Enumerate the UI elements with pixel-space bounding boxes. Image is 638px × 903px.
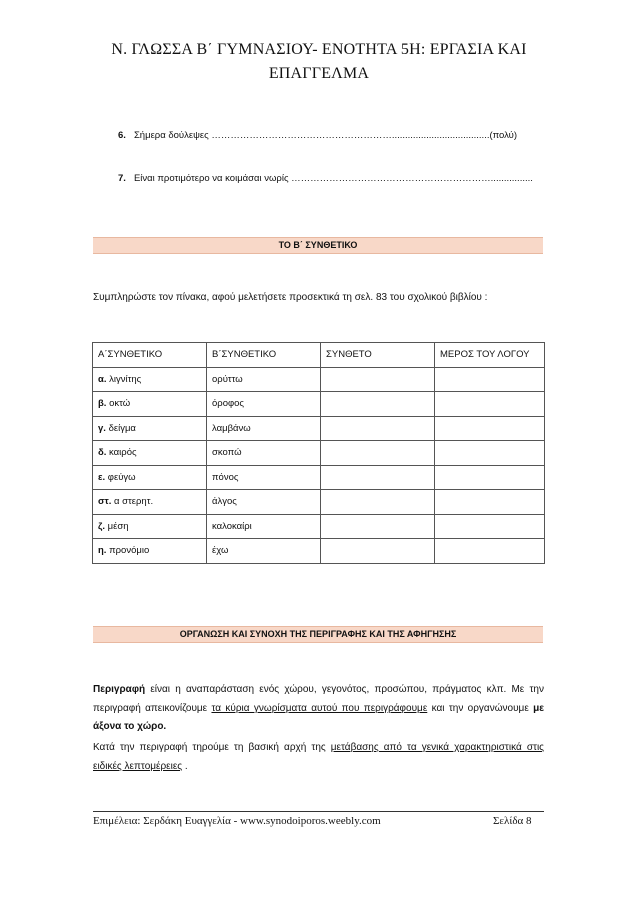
header-cell: Β΄ΣΥΝΘΕΤΙΚΟ [207, 343, 321, 368]
first-component: δ. καιρός [93, 441, 207, 466]
bold-phrase: με άξονα το χώρο. [93, 702, 544, 732]
compound-blank[interactable] [321, 465, 435, 490]
first-component: ζ. μέση [93, 514, 207, 539]
question-text: Σήμερα δούλεψες ………………………………………………….....................................(πολύ) [133, 130, 518, 141]
paragraph-description: Περιγραφή είναι η αναπαράσταση ενός χώρου, γεγονότος, προσώπου, πράγματος κλπ. Με την περιγραφή απεικονίζουμε τα κύρια γνωρίσματα αυτού που περιγράφουμε και την οργανώνουμε με άξονα το χώρο. [93, 684, 544, 732]
part-of-speech-blank[interactable] [435, 441, 545, 466]
first-component: η. προνόμιο [93, 539, 207, 564]
term-description: Περιγραφή [93, 684, 146, 695]
first-component: α. λιγνίτης [93, 367, 207, 392]
instruction: Συμπληρώστε τον πίνακα, αφού μελετήσετε προσεκτικά τη σελ. 83 του σχολικού βιβλίου : [93, 292, 488, 303]
compound-table [92, 342, 545, 564]
compound-blank[interactable] [321, 539, 435, 564]
second-component: λαμβάνω [207, 416, 321, 441]
first-component: ε. φεύγω [93, 465, 207, 490]
second-component: πόνος [207, 465, 321, 490]
compound-blank[interactable] [321, 367, 435, 392]
header-line-1: Ν. ΓΛΩΣΣΑ Β΄ ΓΥΜΝΑΣΙΟΥ- ΕΝΟΤΗΤΑ 5Η: ΕΡΓΑΣΙΑ ΚΑΙ [111, 41, 527, 58]
compound-blank[interactable] [321, 416, 435, 441]
paragraph-principle: Κατά την περιγραφή τηρούμε τη βασική αρχή της μετάβασης από τα γενικά χαρακτηριστικά στις ειδικές λεπτομέρειες . [93, 742, 544, 772]
first-component: στ. α στερητ. [93, 490, 207, 515]
footer-divider [93, 811, 544, 812]
compound-blank[interactable] [321, 392, 435, 417]
footer-credit: Επιμέλεια: Σερδάκη Ευαγγελία - www.synodoiporos.weebly.com [93, 815, 381, 827]
second-component: καλοκαίρι [207, 514, 321, 539]
part-of-speech-blank[interactable] [435, 514, 545, 539]
part-of-speech-blank[interactable] [435, 392, 545, 417]
part-of-speech-blank[interactable] [435, 490, 545, 515]
question-number: 6. [118, 130, 126, 141]
part-of-speech-blank[interactable] [435, 539, 545, 564]
table-row [93, 367, 545, 392]
table-row [93, 514, 545, 539]
part-of-speech-blank[interactable] [435, 416, 545, 441]
second-component: σκοπώ [207, 441, 321, 466]
question-number: 7. [118, 173, 126, 184]
table-header-row [93, 343, 545, 368]
question-7 [118, 173, 533, 184]
header-cell: ΜΕΡΟΣ ΤΟΥ ΛΟΓΟΥ [435, 343, 545, 368]
second-component: όροφος [207, 392, 321, 417]
first-component: β. οκτώ [93, 392, 207, 417]
section-title-compound: ΤΟ Β΄ ΣΥΝΘΕΤΙΚΟ [93, 237, 543, 254]
table-row [93, 392, 545, 417]
table-row [93, 416, 545, 441]
compound-blank[interactable] [321, 490, 435, 515]
header-cell: Α΄ΣΥΝΘΕΤΙΚΟ [93, 343, 207, 368]
page-number: Σελίδα 8 [493, 815, 532, 827]
second-component: ορύττω [207, 367, 321, 392]
table-row [93, 490, 545, 515]
first-component: γ. δείγμα [93, 416, 207, 441]
header-cell: ΣΥΝΘΕΤΟ [321, 343, 435, 368]
page-header [80, 38, 558, 86]
table-row [93, 441, 545, 466]
second-component: άλγος [207, 490, 321, 515]
underlined-phrase: τα κύρια γνωρίσματα αυτού που περιγράφουμε [211, 702, 428, 714]
table-row [93, 539, 545, 564]
compound-blank[interactable] [321, 514, 435, 539]
question-6 [118, 130, 517, 141]
underlined-phrase: μετάβασης από τα γενικά χαρακτηριστικά στις ειδικές λεπτομέρειες [93, 742, 544, 772]
part-of-speech-blank[interactable] [435, 465, 545, 490]
section-title-organization: ΟΡΓΑΝΩΣΗ ΚΑΙ ΣΥΝΟΧΗ ΤΗΣ ΠΕΡΙΓΡΑΦΗΣ ΚΑΙ ΤΗΣ ΑΦΗΓΗΣΗΣ [93, 626, 543, 643]
part-of-speech-blank[interactable] [435, 367, 545, 392]
second-component: έχω [207, 539, 321, 564]
header-line-2: ΕΠΑΓΓΕΛΜΑ [268, 65, 370, 82]
table-row [93, 465, 545, 490]
compound-blank[interactable] [321, 441, 435, 466]
question-text: Είναι προτιμότερο να κοιμάσαι νωρίς ………………………………………………………................ [133, 173, 533, 184]
